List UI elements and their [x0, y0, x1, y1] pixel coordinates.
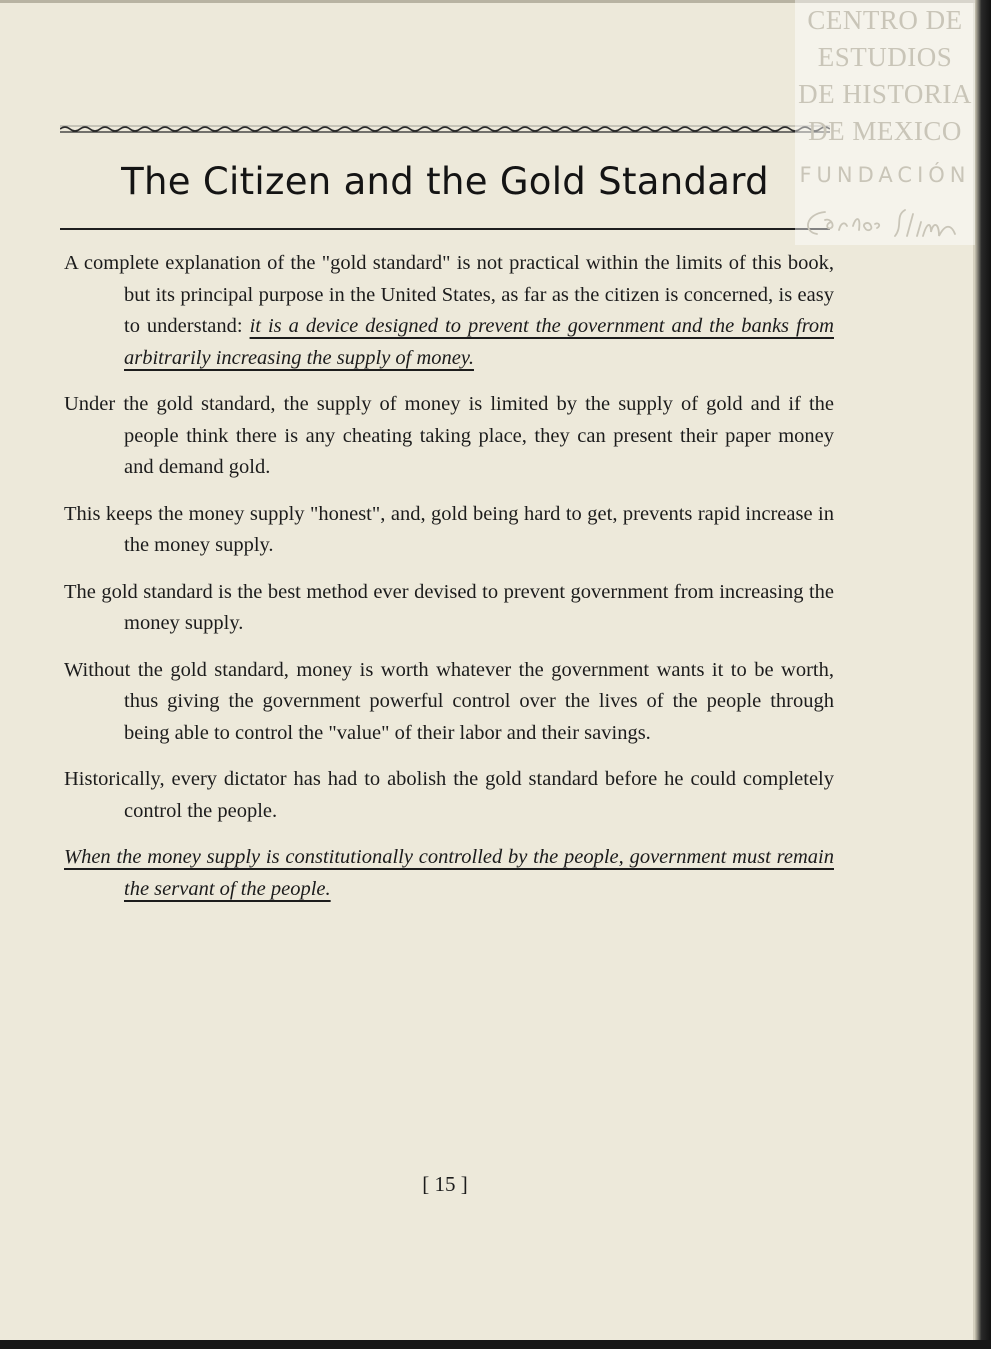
paragraph — [64, 389, 834, 484]
page-edge-shadow — [975, 0, 991, 1349]
page-number: [ 15 ] — [422, 1172, 468, 1196]
body-text — [64, 248, 834, 920]
watermark-line: DE MEXICO — [808, 116, 962, 146]
signature-icon — [795, 196, 975, 246]
paragraph — [64, 499, 834, 562]
paragraph — [64, 655, 834, 750]
watermark-line: DE HISTORIA — [798, 79, 972, 109]
paragraph-text: Without the gold standard, money is worth whatever the government wants it to be worth, thus giving the government powerful control over the lives of the people through being able to control the "value" of their labor and their savings. — [64, 658, 834, 744]
paragraph — [64, 842, 834, 905]
paragraph-text: Under the gold standard, the supply of money is limited by the supply of gold and if the people think there is any cheating taking place, they can present their paper money and demand gold. — [64, 393, 834, 478]
watermark-line: ESTUDIOS — [817, 42, 953, 72]
paragraph-text: This keeps the money supply "honest", and, gold being hard to get, prevents rapid increase in the money supply. — [64, 502, 834, 556]
watermark-foundation: FUNDACIÓN — [799, 163, 971, 187]
paragraph-text: The gold standard is the best method ever devised to prevent government from increasing the money supply. — [64, 580, 834, 634]
watermark-line: CENTRO DE — [807, 5, 963, 35]
title-underline-rule — [60, 228, 830, 230]
bottom-edge-shadow — [0, 1340, 991, 1349]
paragraph-emphasis: When the money supply is constitutionally controlled by the people, government must remain the servant of the people. — [64, 846, 834, 900]
decorative-wavy-rule — [60, 124, 830, 134]
page-title: The Citizen and the Gold Standard — [121, 160, 769, 203]
paragraph — [64, 764, 834, 827]
paragraph — [64, 248, 834, 374]
paragraph — [64, 577, 834, 640]
paragraph-text: Historically, every dictator has had to abolish the gold standard before he could completely control the people. — [64, 768, 834, 822]
paragraph-text: A complete explanation of the "gold standard" is not practical within the limits of this book, but its principal purpose in the United States, as far as the citizen is concerned, is easy to understand: — [64, 252, 834, 337]
archive-watermark — [795, 0, 975, 245]
paragraph-emphasis: it is a device designed to prevent the government and the banks from arbitrarily increasing the supply of money. — [124, 315, 834, 369]
